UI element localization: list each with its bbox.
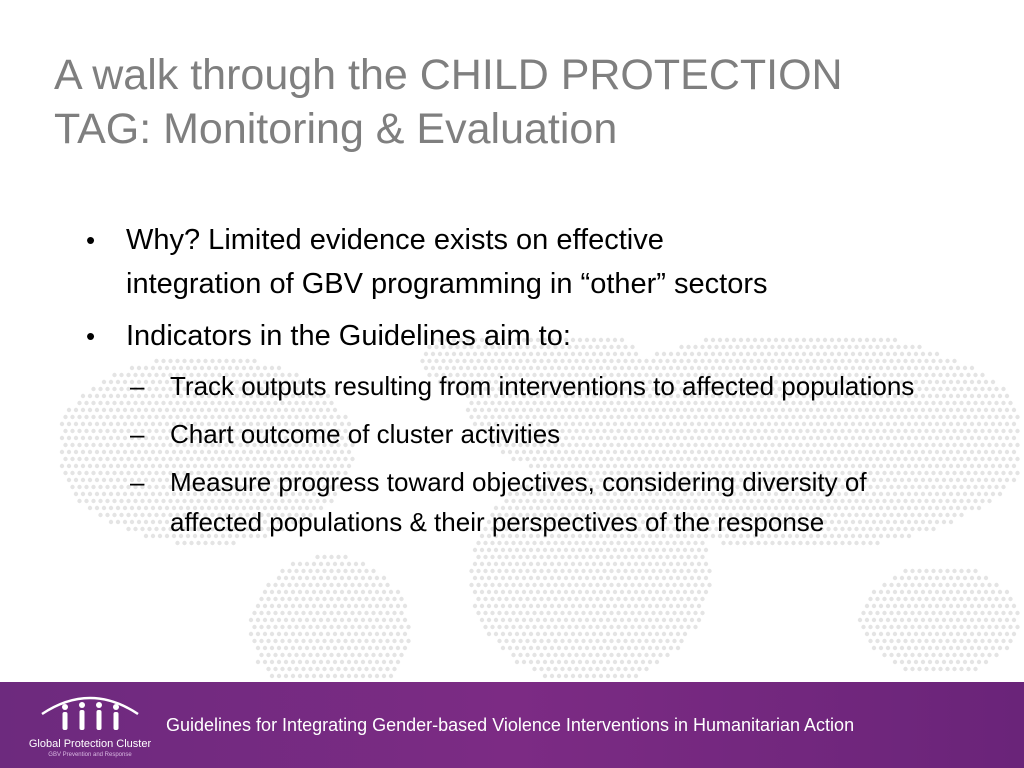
global-protection-cluster-logo (28, 688, 152, 766)
bullet-marker: • (86, 321, 96, 351)
subbullet-track-outputs (130, 366, 916, 406)
subbullet-chart-outcome (130, 414, 916, 454)
bullet-why-line-2: integration of GBV programming in “other” sectors (126, 268, 768, 300)
people-arc-icon (28, 688, 152, 738)
logo-name: Global Protection Cluster (28, 738, 152, 750)
sub-marker: – (130, 371, 145, 401)
bullet-indicators-text: Indicators in the Guidelines aim to: (126, 320, 571, 352)
logo-subtitle: GBV Prevention and Response (48, 752, 132, 758)
bullet-indicators (86, 314, 936, 358)
subbullet-measure-progress (130, 462, 916, 542)
subbullet-text: Measure progress toward objectives, considering diversity of affected populations & their perspectives of the response (170, 467, 867, 537)
subbullet-text: Chart outcome of cluster activities (170, 419, 561, 449)
bullet-why (86, 218, 936, 306)
subbullet-text: Track outputs resulting from interventions to affected populations (170, 371, 915, 401)
title-line-2: TAG: Monitoring & Evaluation (54, 105, 618, 153)
slide-title (54, 48, 984, 156)
footer-bar (0, 682, 1024, 768)
sub-marker: – (130, 419, 145, 449)
footer-text: Guidelines for Integrating Gender-based Violence Interventions in Humanitarian Action (166, 715, 855, 735)
sub-marker: – (130, 467, 145, 497)
bullet-why-line-1: Why? Limited evidence exists on effective (126, 224, 664, 256)
title-line-1: A walk through the CHILD PROTECTION (54, 51, 843, 99)
bullet-marker: • (86, 225, 96, 255)
slide-content (86, 218, 936, 550)
